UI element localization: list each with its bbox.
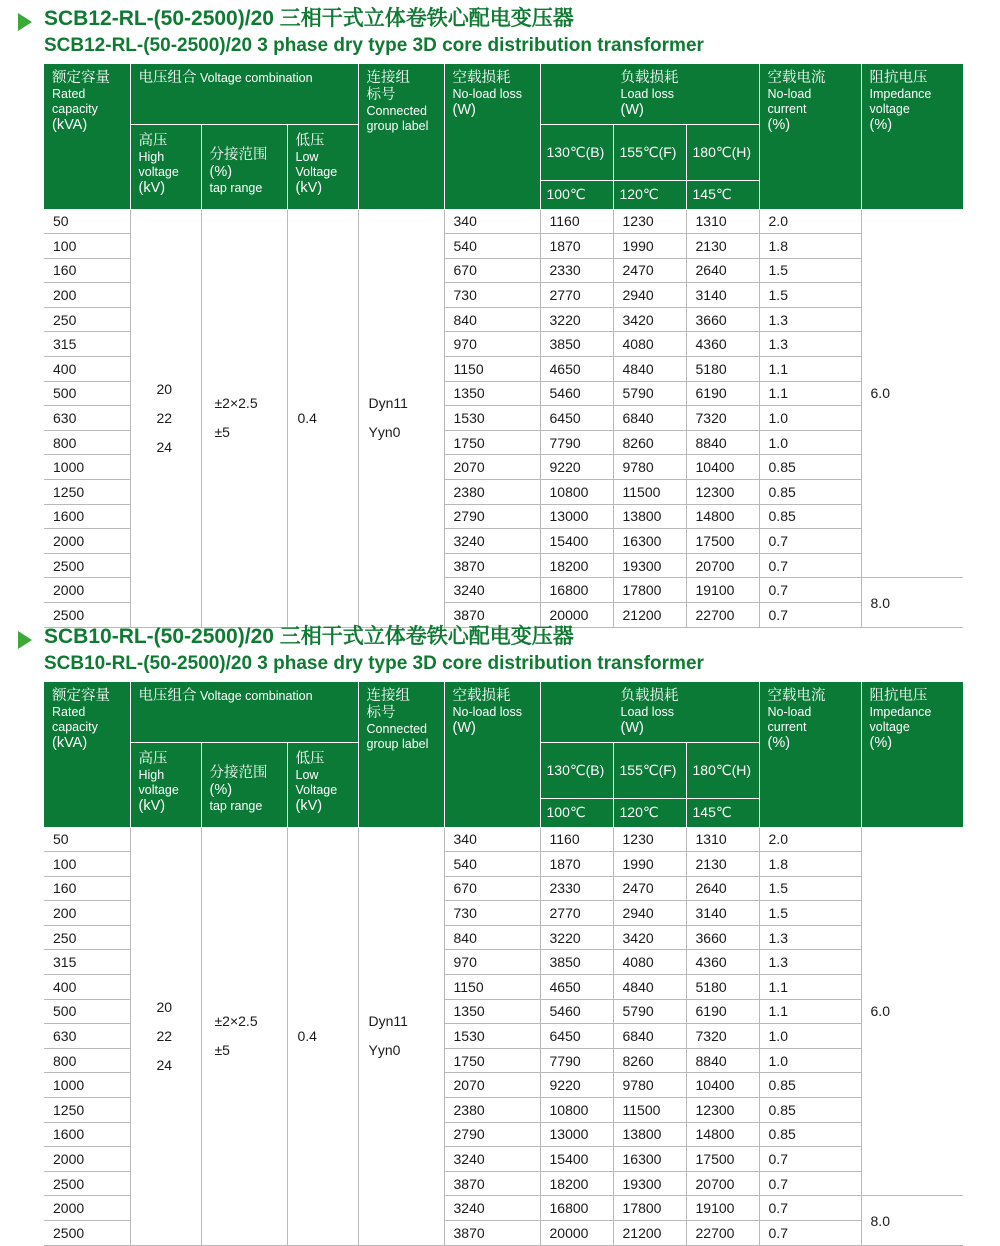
load-loss-130-cell: 7790 <box>540 430 613 455</box>
capacity-cell: 1600 <box>44 504 130 529</box>
header-temp-130: 130℃(B) <box>540 742 613 798</box>
noload-loss-cell: 3870 <box>444 1171 540 1196</box>
load-loss-130-cell: 13000 <box>540 504 613 529</box>
header-ref-120: 120℃ <box>613 180 686 209</box>
noload-loss-cell: 840 <box>444 925 540 950</box>
hv-cell-value: 24 <box>156 438 173 455</box>
noload-current-cell: 0.85 <box>759 1122 861 1147</box>
group-cell-value: Dyn11 <box>368 395 408 412</box>
tap-cell-value: ±2×2.5 <box>214 1013 258 1030</box>
capacity-cell: 50 <box>44 209 130 234</box>
load-loss-130-cell: 15400 <box>540 529 613 554</box>
header-temp-180: 180℃(H) <box>686 742 759 798</box>
load-loss-180-cell: 2130 <box>686 852 759 877</box>
noload-current-cell: 2.0 <box>759 209 861 234</box>
noload-current-cell: 1.0 <box>759 430 861 455</box>
table-row <box>44 209 963 234</box>
capacity-cell: 2500 <box>44 1171 130 1196</box>
load-loss-155-cell: 13800 <box>613 504 686 529</box>
load-loss-180-cell: 10400 <box>686 1073 759 1098</box>
load-loss-130-cell: 2330 <box>540 258 613 283</box>
capacity-cell: 400 <box>44 975 130 1000</box>
load-loss-180-cell: 5180 <box>686 357 759 382</box>
header-high-voltage: 高压 High voltage (kV) <box>130 742 201 827</box>
load-loss-155-cell: 4080 <box>613 950 686 975</box>
load-loss-155-cell: 2940 <box>613 283 686 308</box>
load-loss-130-cell: 2770 <box>540 901 613 926</box>
header-tap-range: 分接范围 (%) tap range <box>201 742 287 827</box>
noload-current-cell: 0.85 <box>759 1098 861 1123</box>
header-noload-loss: 空载损耗 No-load loss (W) <box>444 682 540 827</box>
load-loss-130-cell: 16800 <box>540 578 613 603</box>
noload-current-cell: 1.5 <box>759 876 861 901</box>
header-ref-120: 120℃ <box>613 798 686 827</box>
noload-loss-cell: 970 <box>444 950 540 975</box>
capacity-cell: 500 <box>44 999 130 1024</box>
noload-loss-cell: 730 <box>444 901 540 926</box>
header-impedance: 阻抗电压 Impedance voltage (%) <box>861 64 963 209</box>
noload-current-cell: 1.3 <box>759 950 861 975</box>
load-loss-155-cell: 9780 <box>613 1073 686 1098</box>
table-row <box>44 827 963 852</box>
noload-current-cell: 0.85 <box>759 455 861 480</box>
capacity-cell: 1000 <box>44 455 130 480</box>
tap-cell-value: ±5 <box>214 424 230 441</box>
capacity-cell: 1600 <box>44 1122 130 1147</box>
capacity-cell: 160 <box>44 876 130 901</box>
noload-loss-cell: 340 <box>444 209 540 234</box>
noload-current-cell: 1.5 <box>759 283 861 308</box>
load-loss-155-cell: 3420 <box>613 307 686 332</box>
load-loss-180-cell: 6190 <box>686 381 759 406</box>
noload-current-cell: 1.8 <box>759 234 861 259</box>
load-loss-155-cell: 16300 <box>613 529 686 554</box>
load-loss-130-cell: 18200 <box>540 553 613 578</box>
section-title <box>0 624 1000 680</box>
group-cell-value: Yyn0 <box>368 1042 401 1059</box>
noload-current-cell: 0.7 <box>759 578 861 603</box>
noload-loss-cell: 3240 <box>444 578 540 603</box>
load-loss-155-cell: 2470 <box>613 876 686 901</box>
header-load-loss: 负载损耗 Load loss (W) <box>540 64 759 124</box>
hv-cell <box>130 209 201 627</box>
header-noload-loss: 空载损耗 No-load loss (W) <box>444 64 540 209</box>
noload-loss-cell: 540 <box>444 852 540 877</box>
load-loss-180-cell: 2640 <box>686 258 759 283</box>
load-loss-180-cell: 3660 <box>686 307 759 332</box>
section-title <box>0 6 1000 62</box>
load-loss-180-cell: 3140 <box>686 283 759 308</box>
capacity-cell: 50 <box>44 827 130 852</box>
load-loss-180-cell: 10400 <box>686 455 759 480</box>
noload-current-cell: 0.7 <box>759 1147 861 1172</box>
capacity-cell: 200 <box>44 283 130 308</box>
noload-loss-cell: 1350 <box>444 999 540 1024</box>
capacity-cell: 800 <box>44 1048 130 1073</box>
capacity-cell: 2000 <box>44 1196 130 1221</box>
noload-loss-cell: 1350 <box>444 381 540 406</box>
load-loss-155-cell: 4080 <box>613 332 686 357</box>
load-loss-130-cell: 6450 <box>540 406 613 431</box>
noload-current-cell: 1.1 <box>759 975 861 1000</box>
noload-loss-cell: 2380 <box>444 1098 540 1123</box>
load-loss-180-cell: 17500 <box>686 529 759 554</box>
capacity-cell: 250 <box>44 925 130 950</box>
load-loss-130-cell: 5460 <box>540 999 613 1024</box>
load-loss-155-cell: 17800 <box>613 578 686 603</box>
noload-loss-cell: 1530 <box>444 406 540 431</box>
noload-current-cell: 0.7 <box>759 1221 861 1246</box>
noload-loss-cell: 1750 <box>444 1048 540 1073</box>
load-loss-130-cell: 2330 <box>540 876 613 901</box>
load-loss-130-cell: 4650 <box>540 975 613 1000</box>
load-loss-155-cell: 6840 <box>613 406 686 431</box>
lv-cell: 0.4 <box>287 209 358 627</box>
load-loss-130-cell: 2770 <box>540 283 613 308</box>
load-loss-180-cell: 5180 <box>686 975 759 1000</box>
noload-loss-cell: 2790 <box>444 504 540 529</box>
noload-current-cell: 0.7 <box>759 529 861 554</box>
header-load-loss: 负载损耗 Load loss (W) <box>540 682 759 742</box>
header-temp-155: 155℃(F) <box>613 124 686 180</box>
impedance-cell: 6.0 <box>861 209 963 578</box>
load-loss-130-cell: 5460 <box>540 381 613 406</box>
header-ref-100: 100℃ <box>540 798 613 827</box>
load-loss-155-cell: 13800 <box>613 1122 686 1147</box>
load-loss-180-cell: 6190 <box>686 999 759 1024</box>
capacity-cell: 500 <box>44 381 130 406</box>
noload-current-cell: 1.0 <box>759 406 861 431</box>
capacity-cell: 100 <box>44 852 130 877</box>
impedance-cell: 8.0 <box>861 578 963 627</box>
noload-loss-cell: 1750 <box>444 430 540 455</box>
load-loss-155-cell: 2940 <box>613 901 686 926</box>
impedance-cell: 8.0 <box>861 1196 963 1245</box>
load-loss-130-cell: 1870 <box>540 852 613 877</box>
load-loss-180-cell: 1310 <box>686 827 759 852</box>
header-high-voltage: 高压 High voltage (kV) <box>130 124 201 209</box>
load-loss-180-cell: 22700 <box>686 603 759 628</box>
noload-current-cell: 1.1 <box>759 357 861 382</box>
noload-loss-cell: 2070 <box>444 1073 540 1098</box>
noload-current-cell: 0.7 <box>759 603 861 628</box>
header-impedance: 阻抗电压 Impedance voltage (%) <box>861 682 963 827</box>
noload-current-cell: 1.1 <box>759 999 861 1024</box>
triangle-bullet-icon <box>18 13 32 31</box>
header-voltage-combination: 电压组合 Voltage combination <box>130 682 358 742</box>
capacity-cell: 630 <box>44 406 130 431</box>
noload-current-cell: 1.5 <box>759 901 861 926</box>
title-english: SCB12-RL-(50-2500)/20 3 phase dry type 3D core distribution transformer <box>44 35 704 56</box>
load-loss-180-cell: 14800 <box>686 1122 759 1147</box>
triangle-bullet-icon <box>18 631 32 649</box>
capacity-cell: 800 <box>44 430 130 455</box>
header-noload-current: 空载电流 No-load current (%) <box>759 682 861 827</box>
load-loss-155-cell: 4840 <box>613 357 686 382</box>
header-capacity: 额定容量 Rated capacity (kVA) <box>44 682 130 827</box>
noload-loss-cell: 3240 <box>444 1147 540 1172</box>
load-loss-130-cell: 9220 <box>540 1073 613 1098</box>
load-loss-130-cell: 20000 <box>540 603 613 628</box>
load-loss-180-cell: 20700 <box>686 553 759 578</box>
load-loss-155-cell: 1230 <box>613 209 686 234</box>
load-loss-130-cell: 1160 <box>540 827 613 852</box>
hv-cell <box>130 827 201 1245</box>
spec-table <box>44 64 963 628</box>
load-loss-155-cell: 5790 <box>613 999 686 1024</box>
noload-current-cell: 0.7 <box>759 1196 861 1221</box>
load-loss-180-cell: 19100 <box>686 578 759 603</box>
load-loss-180-cell: 2640 <box>686 876 759 901</box>
load-loss-155-cell: 19300 <box>613 1171 686 1196</box>
group-cell <box>358 827 444 1245</box>
load-loss-130-cell: 7790 <box>540 1048 613 1073</box>
load-loss-130-cell: 4650 <box>540 357 613 382</box>
load-loss-180-cell: 8840 <box>686 1048 759 1073</box>
noload-loss-cell: 3870 <box>444 553 540 578</box>
load-loss-130-cell: 10800 <box>540 480 613 505</box>
header-temp-155: 155℃(F) <box>613 742 686 798</box>
header-temp-130: 130℃(B) <box>540 124 613 180</box>
group-cell-value: Dyn11 <box>368 1013 408 1030</box>
noload-current-cell: 1.3 <box>759 925 861 950</box>
load-loss-155-cell: 1230 <box>613 827 686 852</box>
capacity-cell: 250 <box>44 307 130 332</box>
noload-loss-cell: 340 <box>444 827 540 852</box>
load-loss-180-cell: 1310 <box>686 209 759 234</box>
load-loss-130-cell: 1160 <box>540 209 613 234</box>
load-loss-180-cell: 12300 <box>686 1098 759 1123</box>
noload-current-cell: 0.85 <box>759 480 861 505</box>
noload-loss-cell: 670 <box>444 876 540 901</box>
load-loss-180-cell: 2130 <box>686 234 759 259</box>
load-loss-180-cell: 4360 <box>686 332 759 357</box>
load-loss-180-cell: 19100 <box>686 1196 759 1221</box>
noload-loss-cell: 3240 <box>444 1196 540 1221</box>
noload-current-cell: 1.5 <box>759 258 861 283</box>
load-loss-180-cell: 14800 <box>686 504 759 529</box>
capacity-cell: 2000 <box>44 1147 130 1172</box>
noload-current-cell: 1.1 <box>759 381 861 406</box>
load-loss-180-cell: 3660 <box>686 925 759 950</box>
load-loss-180-cell: 22700 <box>686 1221 759 1246</box>
load-loss-155-cell: 8260 <box>613 430 686 455</box>
capacity-cell: 1250 <box>44 480 130 505</box>
load-loss-180-cell: 4360 <box>686 950 759 975</box>
load-loss-130-cell: 3220 <box>540 925 613 950</box>
noload-current-cell: 0.7 <box>759 1171 861 1196</box>
spec-table <box>44 682 963 1246</box>
load-loss-130-cell: 9220 <box>540 455 613 480</box>
load-loss-130-cell: 15400 <box>540 1147 613 1172</box>
tap-cell-value: ±2×2.5 <box>214 395 258 412</box>
noload-loss-cell: 1530 <box>444 1024 540 1049</box>
hv-cell-value: 20 <box>156 998 173 1015</box>
capacity-cell: 315 <box>44 332 130 357</box>
load-loss-130-cell: 3220 <box>540 307 613 332</box>
capacity-cell: 100 <box>44 234 130 259</box>
load-loss-130-cell: 18200 <box>540 1171 613 1196</box>
hv-cell-value: 22 <box>156 1027 173 1044</box>
header-noload-current: 空载电流 No-load current (%) <box>759 64 861 209</box>
title-chinese: SCB12-RL-(50-2500)/20 三相干式立体卷铁心配电变压器 <box>44 7 574 30</box>
load-loss-130-cell: 13000 <box>540 1122 613 1147</box>
load-loss-180-cell: 17500 <box>686 1147 759 1172</box>
capacity-cell: 2500 <box>44 603 130 628</box>
noload-loss-cell: 970 <box>444 332 540 357</box>
noload-current-cell: 1.3 <box>759 307 861 332</box>
capacity-cell: 2500 <box>44 1221 130 1246</box>
noload-loss-cell: 540 <box>444 234 540 259</box>
noload-loss-cell: 3240 <box>444 529 540 554</box>
noload-loss-cell: 840 <box>444 307 540 332</box>
group-cell-value: Yyn0 <box>368 424 401 441</box>
load-loss-155-cell: 1990 <box>613 852 686 877</box>
noload-loss-cell: 670 <box>444 258 540 283</box>
load-loss-155-cell: 5790 <box>613 381 686 406</box>
load-loss-180-cell: 12300 <box>686 480 759 505</box>
load-loss-155-cell: 2470 <box>613 258 686 283</box>
noload-loss-cell: 3870 <box>444 1221 540 1246</box>
load-loss-155-cell: 21200 <box>613 1221 686 1246</box>
header-low-voltage: 低压 Low Voltage (kV) <box>287 124 358 209</box>
hv-cell-value: 24 <box>156 1056 173 1073</box>
header-capacity: 额定容量 Rated capacity (kVA) <box>44 64 130 209</box>
hv-cell-value: 22 <box>156 409 173 426</box>
load-loss-155-cell: 6840 <box>613 1024 686 1049</box>
load-loss-180-cell: 7320 <box>686 406 759 431</box>
capacity-cell: 160 <box>44 258 130 283</box>
load-loss-130-cell: 20000 <box>540 1221 613 1246</box>
load-loss-130-cell: 10800 <box>540 1098 613 1123</box>
header-group-label: 连接组 标号 Connected group label <box>358 682 444 827</box>
load-loss-130-cell: 6450 <box>540 1024 613 1049</box>
capacity-cell: 630 <box>44 1024 130 1049</box>
noload-current-cell: 1.8 <box>759 852 861 877</box>
capacity-cell: 315 <box>44 950 130 975</box>
load-loss-155-cell: 3420 <box>613 925 686 950</box>
noload-loss-cell: 1150 <box>444 975 540 1000</box>
header-ref-100: 100℃ <box>540 180 613 209</box>
header-ref-145: 145℃ <box>686 180 759 209</box>
capacity-cell: 400 <box>44 357 130 382</box>
load-loss-180-cell: 8840 <box>686 430 759 455</box>
lv-cell: 0.4 <box>287 827 358 1245</box>
noload-current-cell: 1.0 <box>759 1048 861 1073</box>
header-temp-180: 180℃(H) <box>686 124 759 180</box>
noload-loss-cell: 3870 <box>444 603 540 628</box>
load-loss-130-cell: 3850 <box>540 332 613 357</box>
load-loss-155-cell: 8260 <box>613 1048 686 1073</box>
load-loss-155-cell: 1990 <box>613 234 686 259</box>
impedance-cell: 6.0 <box>861 827 963 1196</box>
capacity-cell: 1250 <box>44 1098 130 1123</box>
load-loss-155-cell: 11500 <box>613 1098 686 1123</box>
noload-current-cell: 0.85 <box>759 504 861 529</box>
noload-loss-cell: 2070 <box>444 455 540 480</box>
load-loss-180-cell: 3140 <box>686 901 759 926</box>
load-loss-180-cell: 20700 <box>686 1171 759 1196</box>
load-loss-155-cell: 11500 <box>613 480 686 505</box>
load-loss-130-cell: 16800 <box>540 1196 613 1221</box>
group-cell <box>358 209 444 627</box>
tap-cell-value: ±5 <box>214 1042 230 1059</box>
tap-cell <box>201 827 287 1245</box>
noload-loss-cell: 2380 <box>444 480 540 505</box>
header-group-label: 连接组 标号 Connected group label <box>358 64 444 209</box>
load-loss-155-cell: 21200 <box>613 603 686 628</box>
title-english: SCB10-RL-(50-2500)/20 3 phase dry type 3D core distribution transformer <box>44 653 704 674</box>
noload-loss-cell: 2790 <box>444 1122 540 1147</box>
load-loss-130-cell: 1870 <box>540 234 613 259</box>
header-tap-range: 分接范围 (%) tap range <box>201 124 287 209</box>
noload-current-cell: 0.7 <box>759 553 861 578</box>
capacity-cell: 2000 <box>44 529 130 554</box>
capacity-cell: 200 <box>44 901 130 926</box>
load-loss-155-cell: 4840 <box>613 975 686 1000</box>
capacity-cell: 2500 <box>44 553 130 578</box>
noload-loss-cell: 1150 <box>444 357 540 382</box>
capacity-cell: 2000 <box>44 578 130 603</box>
load-loss-155-cell: 17800 <box>613 1196 686 1221</box>
load-loss-155-cell: 19300 <box>613 553 686 578</box>
noload-current-cell: 2.0 <box>759 827 861 852</box>
title-chinese: SCB10-RL-(50-2500)/20 三相干式立体卷铁心配电变压器 <box>44 625 574 648</box>
capacity-cell: 1000 <box>44 1073 130 1098</box>
load-loss-130-cell: 3850 <box>540 950 613 975</box>
noload-current-cell: 1.3 <box>759 332 861 357</box>
header-low-voltage: 低压 Low Voltage (kV) <box>287 742 358 827</box>
header-ref-145: 145℃ <box>686 798 759 827</box>
load-loss-180-cell: 7320 <box>686 1024 759 1049</box>
noload-loss-cell: 730 <box>444 283 540 308</box>
header-voltage-combination: 电压组合 Voltage combination <box>130 64 358 124</box>
hv-cell-value: 20 <box>156 380 173 397</box>
noload-current-cell: 0.85 <box>759 1073 861 1098</box>
tap-cell <box>201 209 287 627</box>
load-loss-155-cell: 9780 <box>613 455 686 480</box>
load-loss-155-cell: 16300 <box>613 1147 686 1172</box>
noload-current-cell: 1.0 <box>759 1024 861 1049</box>
